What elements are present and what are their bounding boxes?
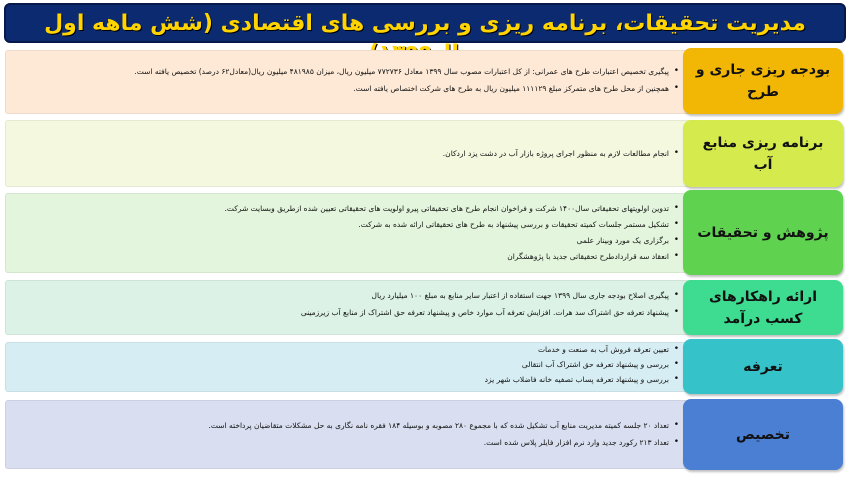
section-item-list <box>15 420 681 454</box>
list-item: • تعیین تعرفه فروش آب به صنعت و خدمات <box>15 344 681 355</box>
list-item: • تدوین اولویتهای تحقیقاتی سال۱۴۰۰ شرکت و فراخوان انجام طرح های تحقیقاتی پیرو اولویت های تحقیقاتی تعیین شده ازطریق وبسایت شرکت. <box>15 203 681 214</box>
list-item: • برگزاری یک مورد وبینار علمی <box>15 235 681 246</box>
section-label: تعرفه <box>683 339 843 394</box>
section-label: بودجه ریزی جاری و طرح <box>683 48 843 114</box>
section-item-list <box>15 148 681 165</box>
list-item: • انجام مطالعات لازم به منظور اجرای پروژه بازار آب در دشت یزد اردکان. <box>15 148 681 159</box>
list-item: • بررسی و پیشنهاد تعرفه پساب تصفیه خانه فاضلاب شهر یزد <box>15 374 681 385</box>
section-row <box>5 342 843 392</box>
section-item-list <box>15 344 681 389</box>
section-label: برنامه ریزی منابع آب <box>683 120 843 187</box>
list-item: • همچنین از محل طرح های متمرکز مبلغ ۱۱۱۱۲۹ میلیون ریال به طرح های شرکت اختصاص یافته است. <box>15 83 681 94</box>
section-row <box>5 193 843 273</box>
list-item: • پیگیری اصلاح بودجه جاری سال ۱۳۹۹ جهت استفاده از اعتبار سایر منابع به مبلغ ۱۰۰ میلیارد ریال <box>15 290 681 301</box>
section-row <box>5 280 843 335</box>
list-item: • پیگیری تخصیص اعتبارات طرح های عمرانی: از کل اعتبارات مصوب سال ۱۳۹۹ معادل ۷۷۲۷۳۶ میلیون ریال، میزان ۴۸۱۹۸۵ میلیون ریال(معادل۶۲ درصد) تخصیص یافته است. <box>15 66 681 77</box>
section-row <box>5 400 843 469</box>
section-label: تخصیص <box>683 399 843 470</box>
section-row <box>5 120 843 187</box>
list-item: • انعقاد سه قراردادطرح تحقیقاتی جدید با پژوهشگران <box>15 251 681 262</box>
section-label: پژوهش و تحقیقات <box>683 190 843 275</box>
list-item: • تعداد ۲۰ جلسه کمیته مدیریت منابع آب تشکیل شده که با مجموع ۲۸۰ مصوبه و بوسیله ۱۸۴ فقره نامه نگاری به حل مشکلات متقاضیان پرداخته است. <box>15 420 681 431</box>
section-item-list <box>15 203 681 267</box>
title-banner <box>4 3 846 43</box>
section-label: ارائه راهکارهای کسب درآمد <box>683 280 843 335</box>
page-title: مدیریت تحقیقات، برنامه ریزی و بررسی های اقتصادی (شش ماهه اول <box>44 11 806 36</box>
section-item-list <box>15 66 681 100</box>
list-item: • بررسی و پیشنهاد تعرفه حق اشتراک آب انتقالی <box>15 359 681 370</box>
list-item: • تشکیل مستمر جلسات کمیته تحقیقات و بررسی پیشنهاد به طرح های تحقیقاتی ارائه شده به شرکت. <box>15 219 681 230</box>
list-item: • پیشنهاد تعرفه حق اشتراک سد هرات. افزایش تعرفه آب موارد خاص و پیشنهاد تعرفه حق اشتراک از منابع آب زیرزمینی <box>15 307 681 318</box>
section-row <box>5 50 843 114</box>
list-item: • تعداد ۲۱۳ رکورد جدید وارد نرم افزار فایلر پلاس شده است. <box>15 437 681 448</box>
section-item-list <box>15 290 681 324</box>
